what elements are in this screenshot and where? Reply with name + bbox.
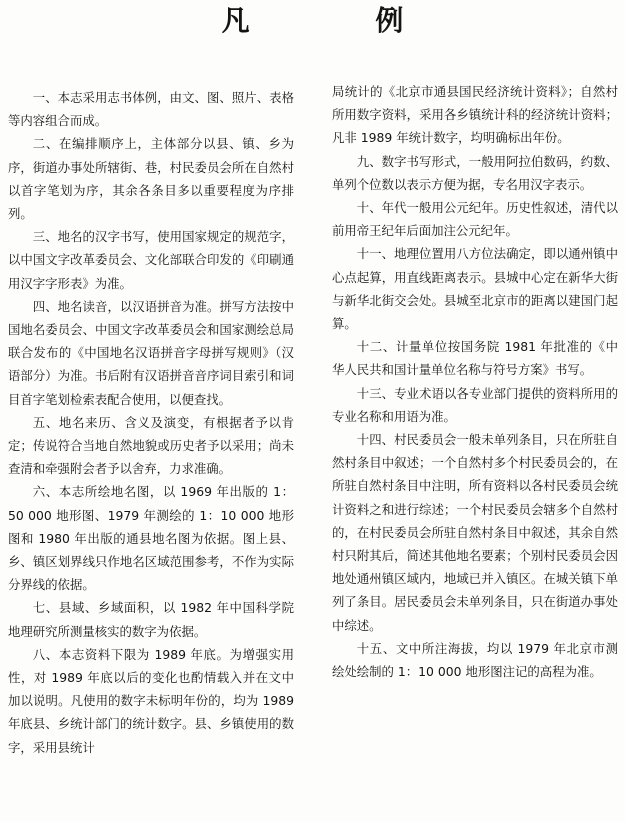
rule-paragraph: 九、数字书写形式，一般用阿拉伯数码，约数、单列个位数以表示方便为据，专名用汉字表示。 bbox=[332, 153, 618, 192]
page-title: 凡 例 bbox=[221, 4, 462, 37]
rule-paragraph: 八、本志资料下限为 1989 年底。为增强实用性，对 1989 年底以后的变化也酌情载入并在文中加以说明。凡使用的数字未标明年份的，均为 1989 年底县、乡统计部门的统计数字。县、乡镇使用的数字，采用县统计 bbox=[8, 646, 294, 755]
rule-paragraph: 十、年代一般用公元纪年。历史性叙述，清代以前用帝王纪年后面加注公元纪年。 bbox=[332, 200, 618, 239]
rule-paragraph: 六、本志所绘地名图，以 1969 年出版的 1：50 000 地形图、1979 年测绘的 1：10 000 地形图和 1980 年出版的通县地名图为依据。图上县、乡、镇区划界线只作地名区域范围参考，不作为实际分界线的依据。 bbox=[8, 484, 294, 593]
rule-paragraph: 十四、村民委员会一般未单列条目，只在所驻自然村条目中叙述；一个自然村多个村民委员会的，在所驻自然村条目中注明，所有资料以各村民委员会统计资料之和进行综述；一个村民委员会辖多个自然村的，在村民委员会所驻自然村条目中叙述，其余自然村只附其后，简述其他地名要素；个别村民委员会因地处通州镇区域内，地域已并入镇区。在城关镇下单列了条目。居民委员会未单列条目，只在街道办事处中综述。 bbox=[332, 432, 618, 633]
rule-paragraph: 七、县域、乡域面积，以 1982 年中国科学院地理研究所测量核实的数字为依据。 bbox=[8, 600, 294, 639]
left-column bbox=[8, 86, 294, 759]
rule-paragraph: 五、地名来历、含义及演变，有根据者予以肯定；传说符合当地自然地貌或历史者予以采用；尚未查清和牵强附会者予以舍弃，力求准确。 bbox=[8, 414, 294, 477]
rule-paragraph: 十二、计量单位按国务院 1981 年批准的《中华人民共和国计量单位名称与符号方案》书写。 bbox=[332, 339, 618, 378]
rule-paragraph: 十一、地理位置用八方位法确定，即以通州镇中心点起算，用直线距离表示。县城中心定在新华大街与新华北街交会处。县城至北京市的距离以建国门起算。 bbox=[332, 246, 618, 332]
rule-paragraph: 十三、专业术语以各专业部门提供的资料所用的专业名称和用语为准。 bbox=[332, 385, 618, 424]
rule-paragraph: 三、地名的汉字书写，使用国家规定的规范字，以中国文字改革委员会、文化部联合印发的《印刷通用汉字字形表》为准。 bbox=[8, 229, 294, 291]
right-column bbox=[332, 80, 618, 683]
rule-paragraph-continued: 局统计的《北京市通县国民经济统计资料》；自然村所用数字资料，采用各乡镇统计科的经济统计资料；凡非 1989 年统计数字，均明确标出年份。 bbox=[332, 84, 618, 146]
rule-paragraph: 四、地名读音，以汉语拼音为准。拼写方法按中国地名委员会、中国文字改革委员会和国家测绘总局联合发布的《中国地名汉语拼音字母拼写规则》（汉语部分）为准。书后附有汉语拼音音序词目索引和词目首字笔划检索表配合使用，以便查找。 bbox=[8, 298, 294, 407]
rule-paragraph: 十五、文中所注海拔，均以 1979 年北京市测绘处绘制的 1：10 000 地形图注记的高程为准。 bbox=[332, 640, 618, 680]
rule-paragraph: 一、本志采用志书体例，由文、图、照片、表格等内容组合而成。 bbox=[8, 90, 294, 129]
rule-paragraph: 二、在编排顺序上，主体部分以县、镇、乡为序，街道办事处所辖街、巷，村民委员会所在自然村以首字笔划为序，其余各条目多以重要程度为序排列。 bbox=[8, 136, 294, 222]
